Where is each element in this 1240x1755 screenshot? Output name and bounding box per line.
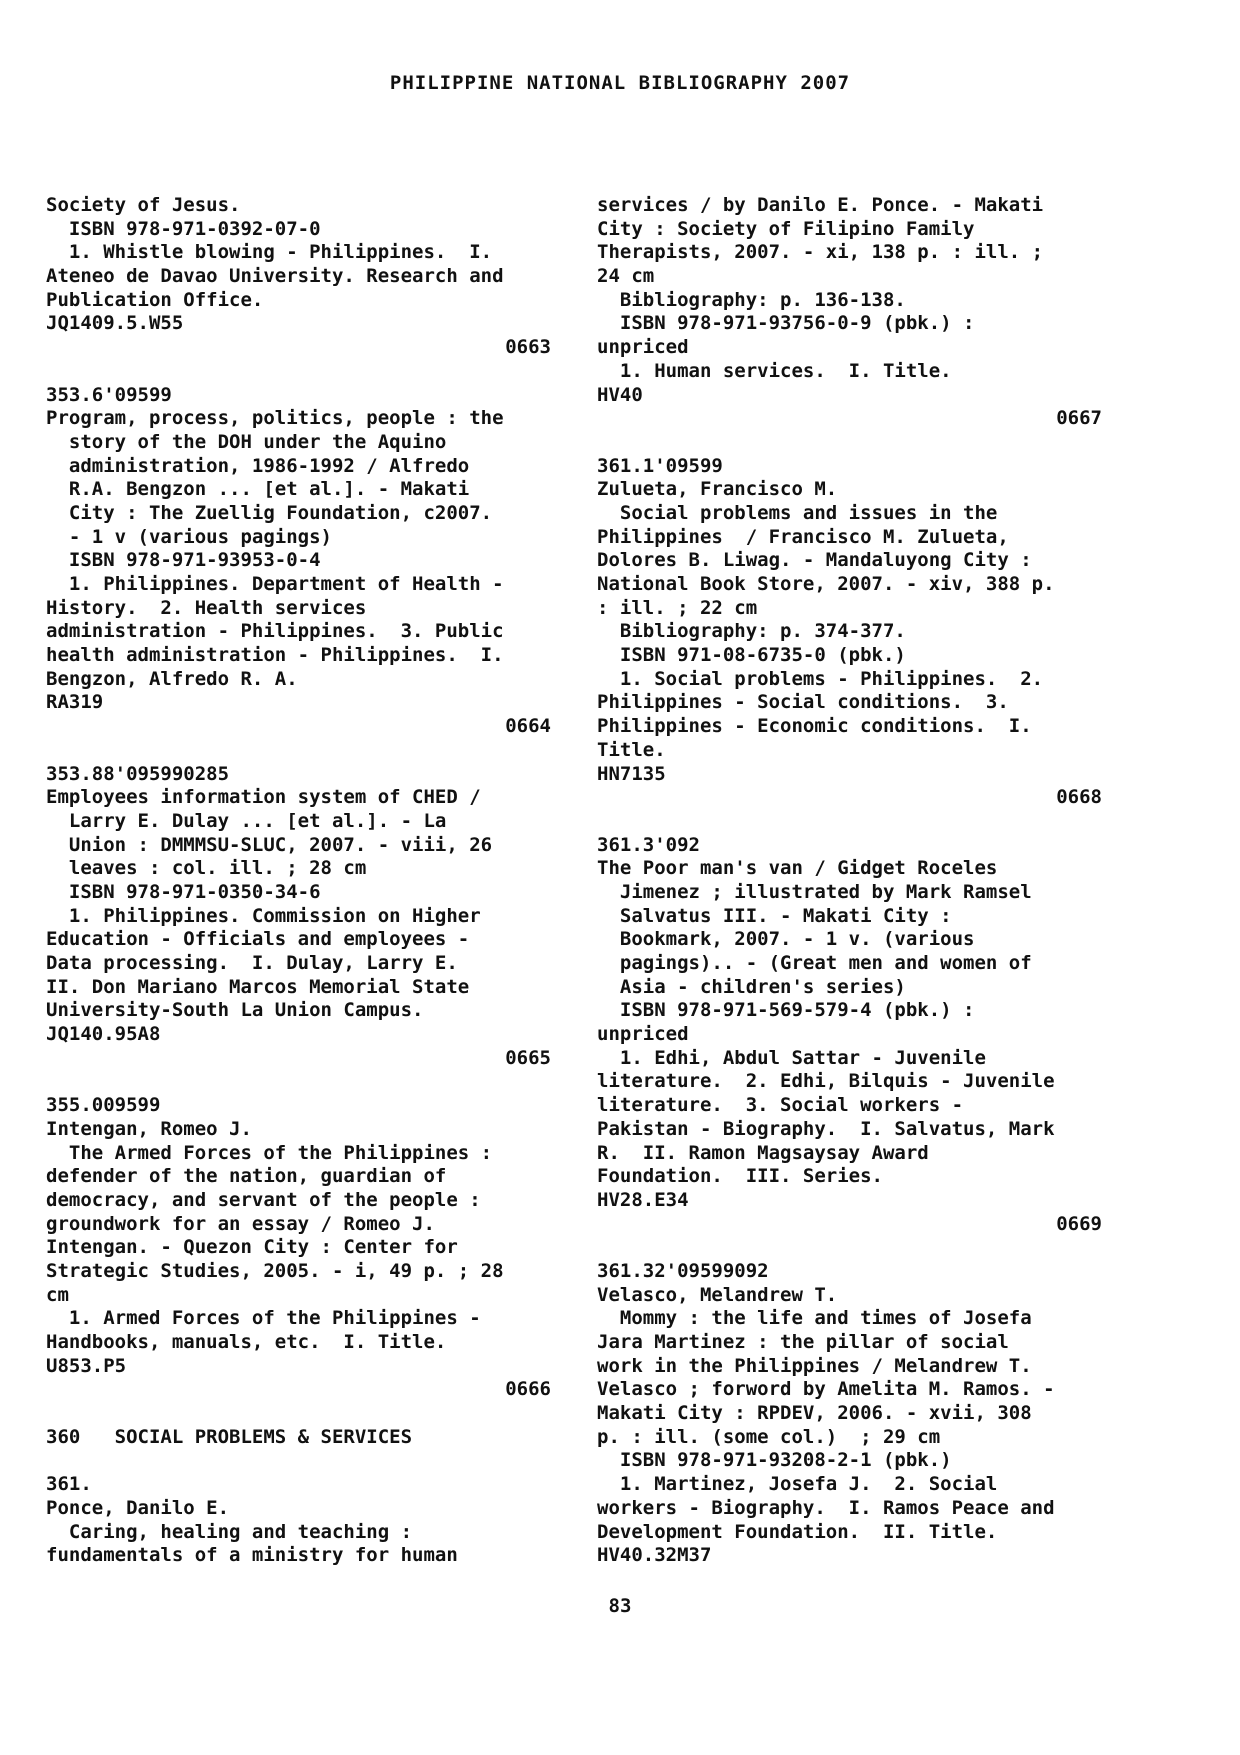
text-line: p. : ill. (some col.) ; 29 cm bbox=[597, 1425, 941, 1448]
record-number: 0664 bbox=[505, 715, 551, 738]
text-line: literature. 2. Edhi, Bilquis - Juvenile bbox=[597, 1070, 1055, 1093]
text-line: : ill. ; 22 cm bbox=[597, 596, 758, 619]
text-line: groundwork for an essay / Romeo J. bbox=[46, 1212, 435, 1235]
text-line: Intengan. - Quezon City : Center for bbox=[46, 1236, 458, 1259]
text-line: Jimenez ; illustrated by Mark Ramsel bbox=[597, 880, 1032, 903]
text-line: City : Society of Filipino Family bbox=[597, 217, 975, 240]
right-column bbox=[597, 194, 1102, 1568]
text-line: City : The Zuellig Foundation, c2007. bbox=[46, 501, 493, 524]
text-line: 1. Philippines. Department of Health - bbox=[46, 573, 504, 595]
section-heading: 360 SOCIAL PROBLEMS & SERVICES bbox=[46, 1425, 413, 1448]
page-header: PHILIPPINE NATIONAL BIBLIOGRAPHY 2007 bbox=[389, 72, 851, 94]
text-line: Jara Martinez : the pillar of social bbox=[597, 1331, 1009, 1353]
call-number: RA319 bbox=[46, 691, 104, 714]
text-line: Caring, healing and teaching : bbox=[46, 1520, 413, 1543]
class-number: 353.88'095990285 bbox=[46, 762, 230, 785]
text-line: cm bbox=[46, 1283, 69, 1306]
text-line: Employees information system of CHED / bbox=[46, 786, 481, 809]
spacer bbox=[597, 431, 1102, 455]
text-line: fundamentals of a ministry for human bbox=[46, 1544, 458, 1567]
left-column bbox=[46, 194, 551, 1568]
text-line: Larry E. Dulay ... [et al.]. - La bbox=[46, 809, 447, 832]
text-line: Union : DMMMSU-SLUC, 2007. - viii, 26 bbox=[46, 833, 493, 856]
text-line: National Book Store, 2007. - xiv, 388 p. bbox=[597, 573, 1055, 595]
text-line: workers - Biography. I. Ramos Peace and bbox=[597, 1496, 1055, 1519]
text-line: ISBN 978-971-0350-34-6 bbox=[46, 880, 321, 903]
text-line: Zulueta, Francisco M. bbox=[597, 478, 838, 501]
text-line: 1. Edhi, Abdul Sattar - Juvenile bbox=[597, 1046, 986, 1069]
call-number: U853.P5 bbox=[46, 1354, 127, 1377]
class-number: 355.009599 bbox=[46, 1094, 161, 1117]
text-line: II. Don Mariano Marcos Memorial State bbox=[46, 975, 470, 998]
spacer bbox=[46, 1449, 551, 1473]
class-number: 361. bbox=[46, 1473, 92, 1496]
text-line: health administration - Philippines. I. bbox=[46, 644, 504, 667]
text-line: The Armed Forces of the Philippines : bbox=[46, 1141, 493, 1164]
spacer bbox=[597, 810, 1102, 834]
record-number: 0668 bbox=[1056, 786, 1102, 809]
text-line: History. 2. Health services bbox=[46, 596, 367, 619]
text-line: pagings).. - (Great men and women of bbox=[597, 952, 1032, 974]
call-number: HV28.E34 bbox=[597, 1188, 689, 1211]
text-line: defender of the nation, guardian of bbox=[46, 1165, 447, 1188]
text-line: 1. Armed Forces of the Philippines - bbox=[46, 1307, 481, 1330]
call-number: HV40.32M37 bbox=[597, 1544, 712, 1567]
record-number: 0669 bbox=[1056, 1212, 1102, 1235]
text-line: Makati City : RPDEV, 2006. - xvii, 308 bbox=[597, 1402, 1032, 1425]
class-number: 361.1'09599 bbox=[597, 454, 723, 477]
call-number: JQ1409.5.W55 bbox=[46, 312, 184, 335]
text-line: ISBN 978-971-93953-0-4 bbox=[46, 549, 321, 572]
text-line: ISBN 978-971-0392-07-0 bbox=[46, 217, 321, 240]
text-line: Ponce, Danilo E. bbox=[46, 1496, 230, 1519]
text-line: Social problems and issues in the bbox=[597, 501, 998, 524]
text-line: ISBN 978-971-569-579-4 (pbk.) : bbox=[597, 999, 975, 1022]
text-line: unpriced bbox=[597, 336, 689, 359]
text-line: R.A. Bengzon ... [et al.]. - Makati bbox=[46, 478, 470, 501]
page-number: 83 bbox=[608, 1595, 632, 1617]
class-number: 361.3'092 bbox=[597, 833, 700, 856]
text-line: Bookmark, 2007. - 1 v. (various bbox=[597, 928, 975, 951]
text-line: Philippines - Economic conditions. I. bbox=[597, 715, 1032, 738]
text-line: Title. bbox=[597, 738, 666, 761]
text-line: Program, process, politics, people : the bbox=[46, 407, 504, 430]
text-line: Handbooks, manuals, etc. I. Title. bbox=[46, 1331, 447, 1353]
text-line: Strategic Studies, 2005. - i, 49 p. ; 28 bbox=[46, 1259, 504, 1282]
text-line: ISBN 971-08-6735-0 (pbk.) bbox=[597, 644, 906, 667]
text-line: Philippines / Francisco M. Zulueta, bbox=[597, 525, 1009, 548]
spacer bbox=[46, 1402, 551, 1426]
text-line: leaves : col. ill. ; 28 cm bbox=[46, 857, 367, 880]
text-line: Velasco ; forword by Amelita M. Ramos. - bbox=[597, 1378, 1055, 1401]
call-number: HV40 bbox=[597, 383, 643, 406]
text-line: Data processing. I. Dulay, Larry E. bbox=[46, 952, 458, 974]
text-line: Development Foundation. II. Title. bbox=[597, 1520, 998, 1543]
text-line: story of the DOH under the Aquino bbox=[46, 430, 447, 453]
text-line: Dolores B. Liwag. - Mandaluyong City : bbox=[597, 549, 1032, 572]
record-number: 0667 bbox=[1056, 407, 1102, 430]
text-line: literature. 3. Social workers - bbox=[597, 1094, 964, 1117]
text-line: Ateneo de Davao University. Research and bbox=[46, 265, 504, 288]
text-line: Education - Officials and employees - bbox=[46, 928, 470, 951]
text-line: 24 cm bbox=[597, 265, 655, 288]
text-line: - 1 v (various pagings) bbox=[46, 525, 332, 548]
class-number: 353.6'09599 bbox=[46, 383, 172, 406]
text-line: Pakistan - Biography. I. Salvatus, Mark bbox=[597, 1117, 1055, 1140]
text-line: Intengan, Romeo J. bbox=[46, 1117, 252, 1140]
call-number: HN7135 bbox=[597, 762, 666, 785]
text-line: administration - Philippines. 3. Public bbox=[46, 620, 504, 643]
text-line: services / by Danilo E. Ponce. - Makati bbox=[597, 194, 1044, 216]
text-line: Bengzon, Alfredo R. A. bbox=[46, 667, 298, 690]
text-line: University-South La Union Campus. bbox=[46, 999, 424, 1022]
text-line: Therapists, 2007. - xi, 138 p. : ill. ; bbox=[597, 241, 1044, 264]
text-line: democracy, and servant of the people : bbox=[46, 1188, 481, 1211]
record-number: 0665 bbox=[505, 1046, 551, 1069]
text-line: Velasco, Melandrew T. bbox=[597, 1283, 838, 1306]
text-line: work in the Philippines / Melandrew T. bbox=[597, 1354, 1032, 1377]
text-line: Society of Jesus. bbox=[46, 194, 241, 216]
text-line: R. II. Ramon Magsaysay Award bbox=[597, 1141, 929, 1164]
text-line: 1. Human services. I. Title. bbox=[597, 359, 952, 382]
class-number: 361.32'09599092 bbox=[597, 1259, 769, 1282]
text-line: Asia - children's series) bbox=[597, 975, 906, 998]
call-number: JQ140.95A8 bbox=[46, 1023, 161, 1046]
text-line: ISBN 978-971-93756-0-9 (pbk.) : bbox=[597, 312, 975, 335]
spacer bbox=[597, 1236, 1102, 1260]
text-line: Bibliography: p. 374-377. bbox=[597, 620, 906, 643]
text-line: Bibliography: p. 136-138. bbox=[597, 288, 906, 311]
text-line: unpriced bbox=[597, 1023, 689, 1046]
text-line: administration, 1986-1992 / Alfredo bbox=[46, 454, 470, 477]
record-number: 0666 bbox=[505, 1378, 551, 1401]
text-line: Mommy : the life and times of Josefa bbox=[597, 1307, 1032, 1330]
text-line: The Poor man's van / Gidget Roceles bbox=[597, 857, 998, 880]
text-line: 1. Philippines. Commission on Higher bbox=[46, 904, 481, 927]
text-line: ISBN 978-971-93208-2-1 (pbk.) bbox=[597, 1449, 952, 1472]
text-line: 1. Whistle blowing - Philippines. I. bbox=[46, 241, 493, 264]
text-line: Publication Office. bbox=[46, 288, 264, 311]
spacer bbox=[46, 1070, 551, 1094]
text-line: Philippines - Social conditions. 3. bbox=[597, 691, 1009, 714]
text-line: Salvatus III. - Makati City : bbox=[597, 904, 952, 927]
text-line: 1. Social problems - Philippines. 2. bbox=[597, 667, 1044, 690]
spacer bbox=[46, 360, 551, 384]
text-line: Foundation. III. Series. bbox=[597, 1165, 883, 1188]
text-line: 1. Martinez, Josefa J. 2. Social bbox=[597, 1473, 998, 1496]
record-number: 0663 bbox=[505, 336, 551, 359]
spacer bbox=[46, 739, 551, 763]
